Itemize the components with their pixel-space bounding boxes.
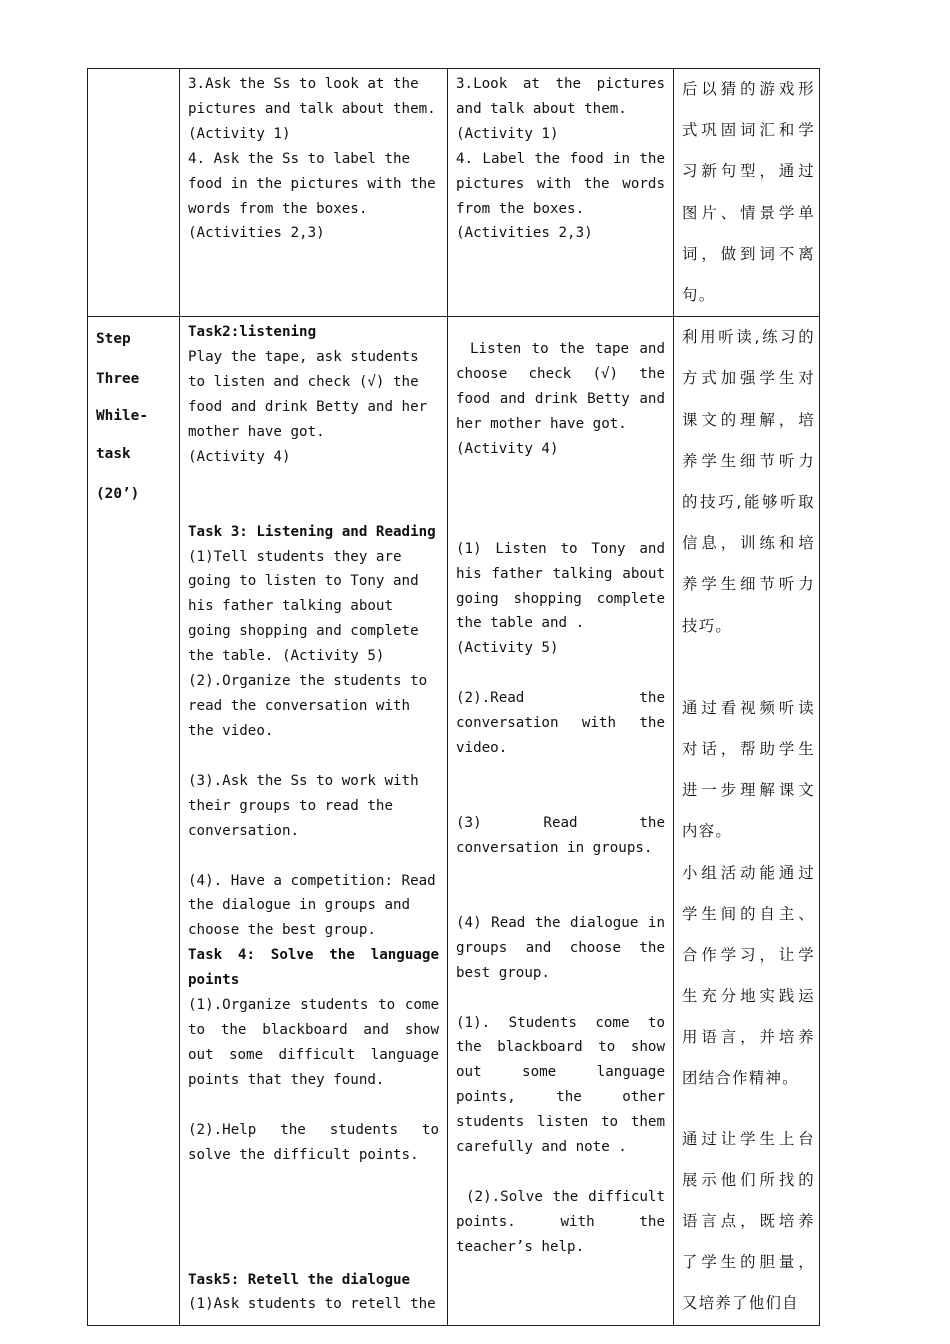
purpose-text: 小组活动能通过学生间的自主、合作学习，让学生充分地实践运用语言，并培养团结合作精神。 [682,863,815,1087]
task3-title: Task 3: Listening and Reading [188,523,436,540]
student-line: 3.Look at the pictures and talk about them. [456,76,665,117]
teacher-line: (1)Ask students to retell the [188,1296,436,1313]
student-line: (Activity 5) [456,640,559,657]
teacher-line: (2).Organize the students to read the conversation with the video. [188,673,428,739]
step-label: While- [96,407,148,424]
student-line: (Activities 2,3) [456,225,593,242]
step-time: (20’) [96,486,140,503]
task2-title: Task2:listening [188,324,317,341]
student-line: Listen to the tape and choose check (√) the food and drink Betty and her mother have got. [456,341,665,432]
student-line: (2).Read the conversation with the video. [456,690,665,757]
teacher-line: (Activities 2,3) [188,225,325,242]
step-label: Three [96,370,140,387]
teacher-line: 4. Ask the Ss to label the food in the pictures with the words from the boxes. [188,150,436,217]
teacher-activity-cell [180,69,448,317]
purpose-text: 利用听读,练习的方式加强学生对课文的理解，培养学生细节听力的技巧,能够听取信息，训练和培养学生细节听力技巧。 [682,328,815,635]
teacher-line: (1)Tell students they are going to listen to Tony and his father talking about going shopping and complete the table. (Activity 5) [188,548,419,665]
task4-title: Task 4: Solve the language points [188,947,439,989]
purpose-text: 通过看视频听读对话，帮助学生进一步理解课文内容。 [682,698,815,841]
student-line: (1). Students come to the blackboard to show out some language points, the other students listen to them carefully and note . [456,1014,665,1156]
lesson-plan-table [87,68,820,1326]
teacher-line: (Activity 1) [188,125,291,142]
student-line: (Activity 1) [456,125,559,142]
student-line: (4) Read the dialogue in groups and choose the best group. [456,914,665,981]
teacher-line: (1).Organize students to come to the blackboard and show out some difficult language points that they found. [188,997,439,1088]
student-activity-cell [448,69,674,317]
purpose-cell [674,317,820,1325]
step-cell [88,69,180,317]
purpose-text: 通过让学生上台展示他们所找的语言点，既培养了学生的胆量，又培养了他们自 [682,1129,815,1313]
student-activity-cell [448,317,674,1325]
teacher-line: (Activity 4) [188,448,291,465]
teacher-line: (2).Help the students to solve the difficult points. [188,1121,439,1163]
student-line: (Activity 4) [456,440,559,457]
teacher-line: 3.Ask the Ss to look at the pictures and talk about them. [188,76,436,117]
task5-title: Task5: Retell the dialogue [188,1271,411,1288]
teacher-line: (3).Ask the Ss to work with their groups to read the conversation. [188,772,419,839]
student-line: 4. Label the food in the pictures with the words from the boxes. [456,150,665,217]
teacher-activity-cell [180,317,448,1325]
student-line: (2).Solve the difficult points. with the teacher’s help. [456,1188,665,1255]
purpose-cell [674,69,820,317]
student-line: (3) Read the conversation in groups. [456,815,665,856]
step-cell [88,317,180,1325]
purpose-text: 后以猜的游戏形式巩固词汇和学习新句型，通过图片、情景学单词，做到词不离句。 [682,80,815,305]
table-row [88,69,820,317]
step-label: task [96,445,131,462]
table-row [88,317,820,1325]
step-label: Step [96,331,131,348]
student-line: (1) Listen to Tony and his father talking about going shopping complete the table and . [456,540,665,632]
teacher-line: (4). Have a competition: Read the dialogue in groups and choose the best group. [188,872,436,939]
teacher-line: Play the tape, ask students to listen and check (√) the food and drink Betty and her mother have got. [188,349,428,440]
